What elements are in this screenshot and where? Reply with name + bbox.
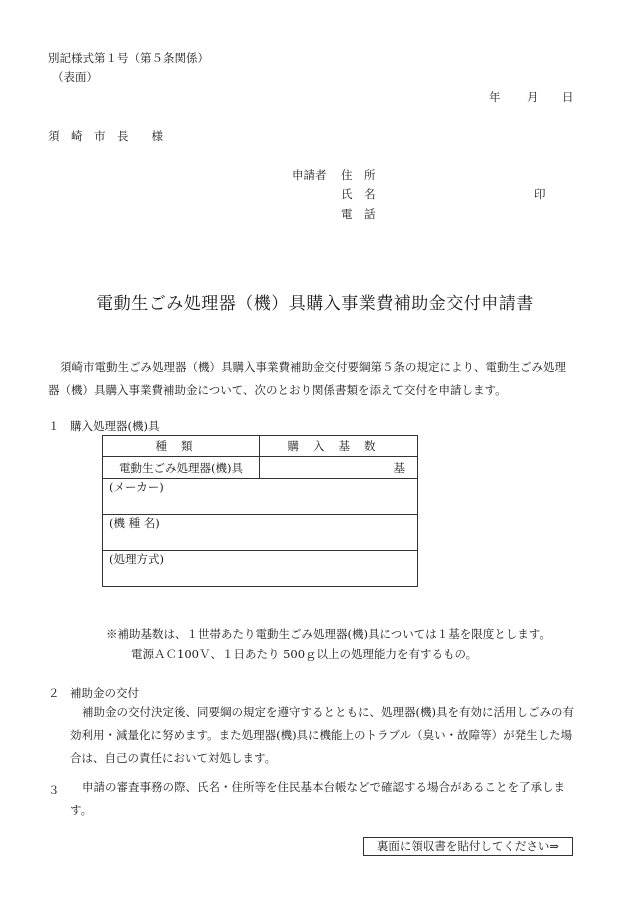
document-title: 電動生ごみ処理器（機）具購入事業費補助金交付申請書 — [96, 294, 534, 314]
purchase-table — [102, 435, 418, 587]
col-count-header: 購入基数 — [260, 436, 418, 457]
reverse-side-note: 裏面に領収書を貼付してください⇒ — [363, 837, 573, 856]
section2-heading: 補助金の交付 — [70, 686, 139, 700]
method-field[interactable]: (処理方式) — [103, 551, 418, 587]
phone-label: 電 話 — [341, 207, 376, 221]
side-label: （表面） — [52, 70, 98, 84]
note-limit: ※補助基数は、１世帯あたり電動生ごみ処理器(機)具については１基を限度とします。 — [106, 627, 551, 641]
section1-number: １ — [48, 419, 60, 433]
section1-heading: 購入処理器(機)具 — [70, 419, 160, 433]
section2-number: ２ — [48, 686, 60, 700]
section3-body: 申請の審査事務の際、氏名・住所等を住民基本台帳などで確認する場合があることを了承します。 — [70, 780, 565, 817]
form-label: 別記様式第１号（第５条関係） — [48, 51, 209, 65]
col-kind-header: 種類 — [103, 436, 260, 457]
applicant-label: 申請者 — [292, 168, 327, 182]
model-field[interactable]: (機 種 名) — [103, 515, 418, 551]
section2-body: 補助金の交付決定後、同要綱の規定を遵守するとともに、処理器(機)具を有効に活用しごみの有効利用・減量化に努めます。また処理器(機)具に機能上のトラブル（臭い・故障等）が発生した場合は、自己の責任において対処します。 — [70, 705, 574, 765]
date-year: 年 — [489, 90, 501, 104]
note-spec: 電源ＡＣ100Ｖ、１日あたり 500ｇ以上の処理能力を有するもの。 — [131, 647, 478, 661]
intro-paragraph: 須崎市電動生ごみ処理器（機）具購入事業費補助金交付要綱第５条の規定により、電動生ごみ処理器（機）具購入事業費補助金について、次のとおり関係書類を添えて交付を申請します。 — [48, 360, 566, 397]
section3-number: ３ — [48, 783, 60, 797]
name-label: 氏 名 — [341, 187, 376, 201]
address-label: 住 所 — [341, 168, 376, 182]
unit-cell[interactable]: 基 — [260, 457, 418, 479]
seal-mark: 印 — [534, 187, 546, 201]
addressee: 須 崎 市 長 様 — [48, 129, 163, 143]
item-cell: 電動生ごみ処理器(機)具 — [103, 457, 260, 479]
maker-field[interactable]: (メーカー) — [103, 479, 418, 515]
date-month: 月 — [527, 90, 539, 104]
date-day: 日 — [562, 90, 574, 104]
